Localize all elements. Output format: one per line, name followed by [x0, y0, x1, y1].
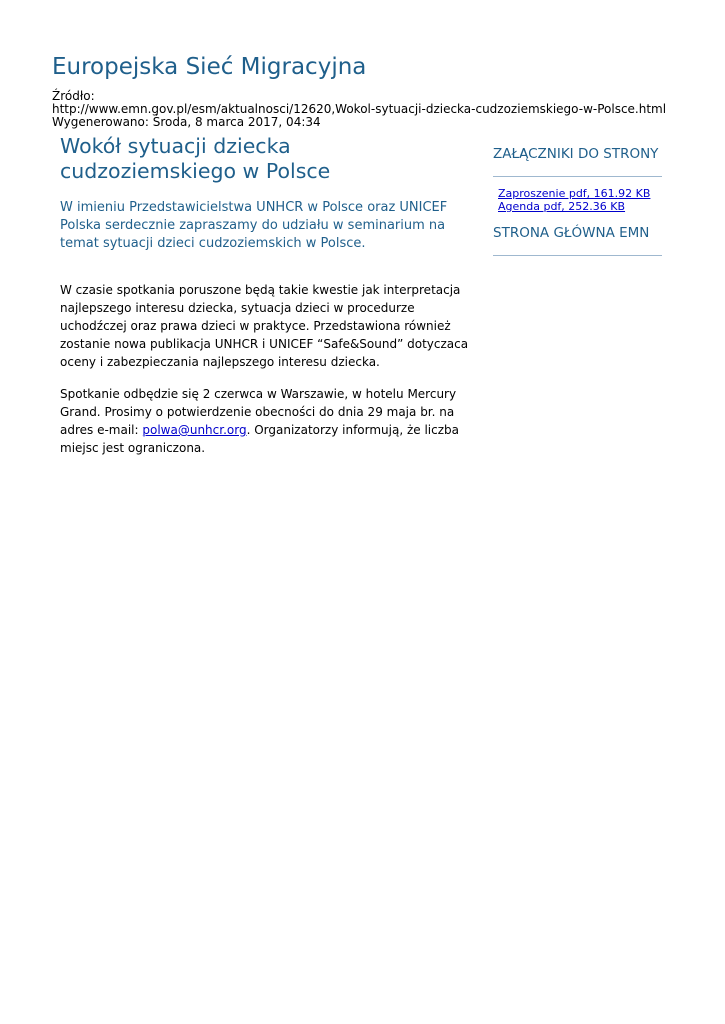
attachment-item — [498, 187, 662, 200]
source-label: Źródło: — [52, 89, 95, 103]
article-paragraph-1: W czasie spotkania poruszone będą takie kwestie jak interpretacja najlepszego interesu dziecka, sytuacja dzieci w procedurze uchodźczej oraz prawa dzieci w praktyce. Przedstawiona również zostanie nowa publikacja UNHCR i UNICEF “Safe&Sound” dotyczaca oceny i zabezpieczania najlepszego interesu dziecka. — [60, 283, 469, 369]
article-paragraph-2 — [60, 385, 470, 457]
sidebar — [493, 145, 662, 256]
divider — [493, 176, 662, 177]
email-link[interactable]: polwa@unhcr.org — [142, 423, 247, 437]
divider — [493, 255, 662, 256]
source-url: http://www.emn.gov.pl/esm/aktualnosci/12620,Wokol-sytuacji-dziecka-cudzoziemskiego-w-Polsce.html — [52, 102, 667, 116]
attachment-link-agenda[interactable]: Agenda pdf, 252.36 KB — [498, 200, 626, 213]
article-title: Wokół sytuacji dziecka cudzoziemskiego w Polsce — [60, 134, 331, 183]
article-lead: W imieniu Przedstawicielstwa UNHCR w Polsce oraz UNICEF Polska serdecznie zapraszamy do udziału w seminarium na temat sytuacji dzieci cudzoziemskich w Polsce. — [60, 200, 448, 251]
home-link-heading[interactable]: STRONA GŁÓWNA EMN — [493, 225, 650, 241]
attachment-link-zaproszenie[interactable]: Zaproszenie pdf, 161.92 KB — [498, 187, 651, 200]
site-title: Europejska Sieć Migracyjna — [52, 54, 367, 80]
generated-date: Wygenerowano: Środa, 8 marca 2017, 04:34 — [52, 115, 321, 129]
attachments-heading: ZAŁĄCZNIKI DO STRONY — [493, 146, 659, 162]
paragraph-2-text-end: . Organizatorzy informują, że liczba miejsc jest ograniczona. — [60, 423, 460, 455]
attachment-item — [498, 200, 662, 213]
print-meta — [52, 90, 666, 129]
attachments-list — [498, 187, 662, 213]
article — [60, 134, 470, 457]
paragraph-2-text-start: Spotkanie odbędzie się 2 czerwca w Warszawie, w hotelu Mercury Grand. Prosimy o potwierdzenie obecności do dnia 29 maja br. na adres e-mail: — [60, 387, 457, 437]
